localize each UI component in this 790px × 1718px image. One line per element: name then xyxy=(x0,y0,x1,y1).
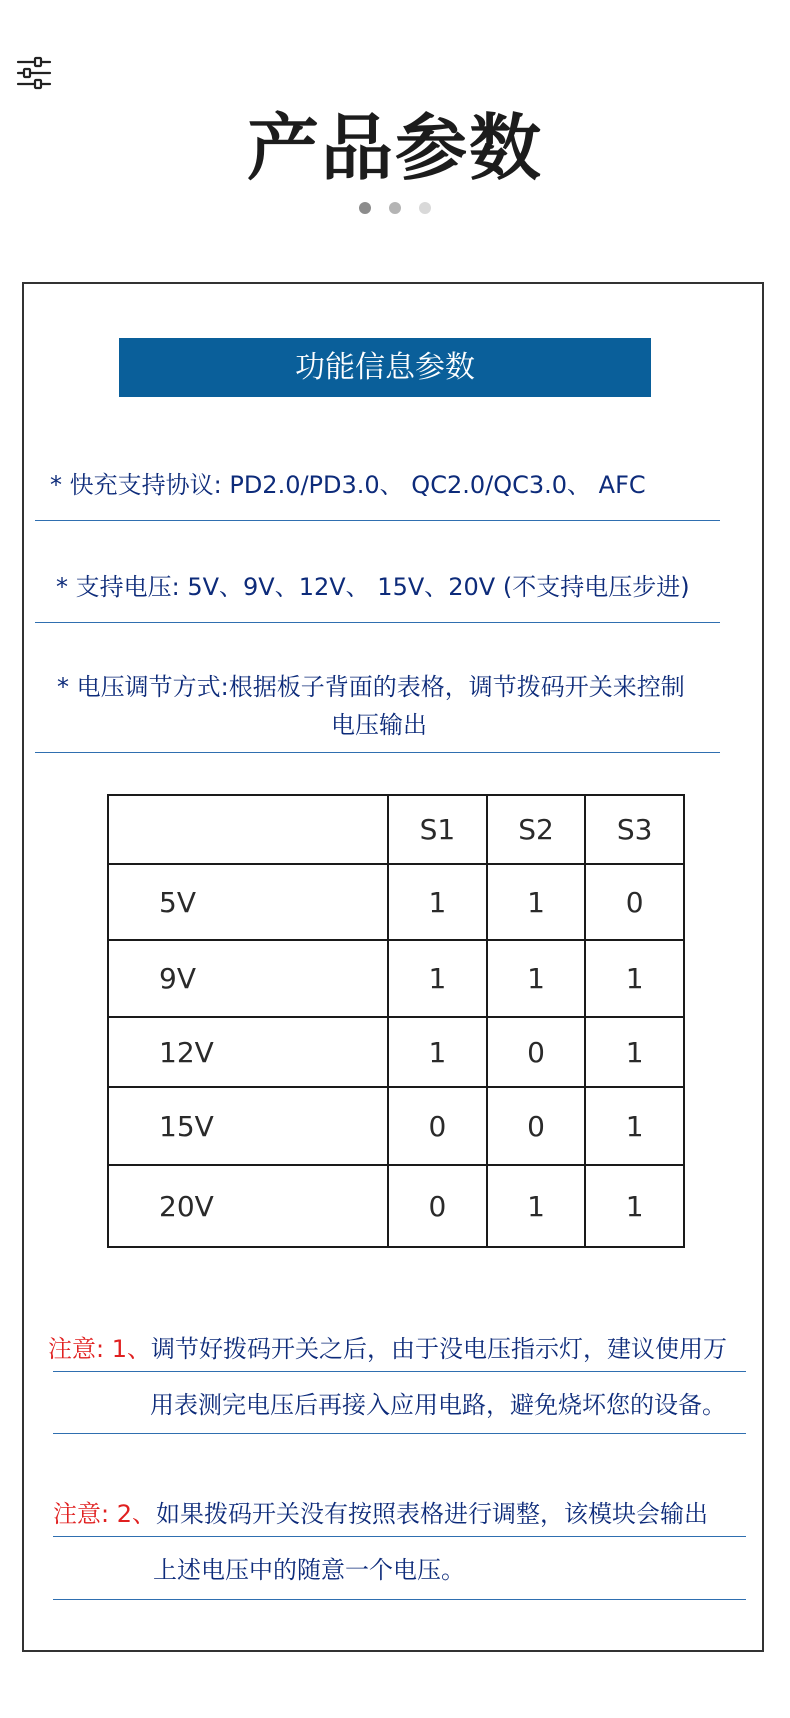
table-cell: 12V xyxy=(108,1017,388,1087)
table-header-cell: S2 xyxy=(487,795,586,864)
table-cell: 5V xyxy=(108,864,388,940)
table-cell: 20V xyxy=(108,1165,388,1247)
table-row xyxy=(108,864,684,940)
carousel-dot[interactable] xyxy=(389,202,401,214)
table-header-cell: S1 xyxy=(388,795,487,864)
section-banner: 功能信息参数 xyxy=(119,338,651,397)
table-cell: 1 xyxy=(388,940,487,1017)
carousel-indicator xyxy=(0,202,790,214)
table-cell: 0 xyxy=(388,1165,487,1247)
carousel-dot[interactable] xyxy=(359,202,371,214)
carousel-dot[interactable] xyxy=(419,202,431,214)
note-1-label: 注意: 1、 xyxy=(48,1335,151,1363)
table-cell: 15V xyxy=(108,1087,388,1165)
table-cell: 0 xyxy=(487,1087,586,1165)
table-row xyxy=(108,1165,684,1247)
note-2-text: 如果拨码开关没有按照表格进行调整，该模块会输出 xyxy=(155,1500,708,1528)
note-2-label: 注意: 2、 xyxy=(53,1500,156,1528)
note-1-line-1 xyxy=(48,1330,727,1368)
divider xyxy=(35,622,720,623)
spec-adjust-method-cont: 电压输出 xyxy=(331,711,427,739)
divider xyxy=(53,1371,746,1372)
table-cell: 0 xyxy=(585,864,684,940)
table-row xyxy=(108,940,684,1017)
dip-switch-table xyxy=(107,794,685,1248)
table-cell: 1 xyxy=(388,864,487,940)
divider xyxy=(35,520,720,521)
note-2-line-2: 上述电压中的随意一个电压。 xyxy=(153,1556,465,1584)
divider xyxy=(53,1433,746,1434)
table-cell: 1 xyxy=(585,940,684,1017)
table-cell: 9V xyxy=(108,940,388,1017)
page-title: 产品参数 xyxy=(246,106,543,190)
spec-adjust-method: * 电压调节方式:根据板子背面的表格，调节拨码开关来控制 xyxy=(57,673,685,701)
divider xyxy=(53,1536,746,1537)
note-1-line-2: 用表测完电压后再接入应用电路，避免烧坏您的设备。 xyxy=(150,1391,726,1419)
divider xyxy=(35,752,720,753)
table-cell: 1 xyxy=(585,1017,684,1087)
table-header-cell: S3 xyxy=(585,795,684,864)
table-cell: 0 xyxy=(487,1017,586,1087)
sliders-icon[interactable] xyxy=(16,55,52,91)
table-row xyxy=(108,1087,684,1165)
table-cell xyxy=(108,795,388,864)
table-cell: 0 xyxy=(388,1087,487,1165)
table-cell: 1 xyxy=(585,1087,684,1165)
table-row xyxy=(108,1017,684,1087)
spec-voltages: * 支持电压: 5V、9V、12V、 15V、20V (不支持电压步进) xyxy=(56,573,690,601)
table-header-row xyxy=(108,795,684,864)
divider xyxy=(53,1599,746,1600)
table-cell: 1 xyxy=(487,1165,586,1247)
table-cell: 1 xyxy=(487,864,586,940)
spec-protocols: * 快充支持协议: PD2.0/PD3.0、 QC2.0/QC3.0、 AFC xyxy=(50,471,646,499)
note-2-line-1 xyxy=(53,1495,708,1533)
table-cell: 1 xyxy=(388,1017,487,1087)
table-cell: 1 xyxy=(585,1165,684,1247)
table-cell: 1 xyxy=(487,940,586,1017)
note-1-text: 调节好拨码开关之后，由于没电压指示灯，建议使用万 xyxy=(150,1335,727,1363)
